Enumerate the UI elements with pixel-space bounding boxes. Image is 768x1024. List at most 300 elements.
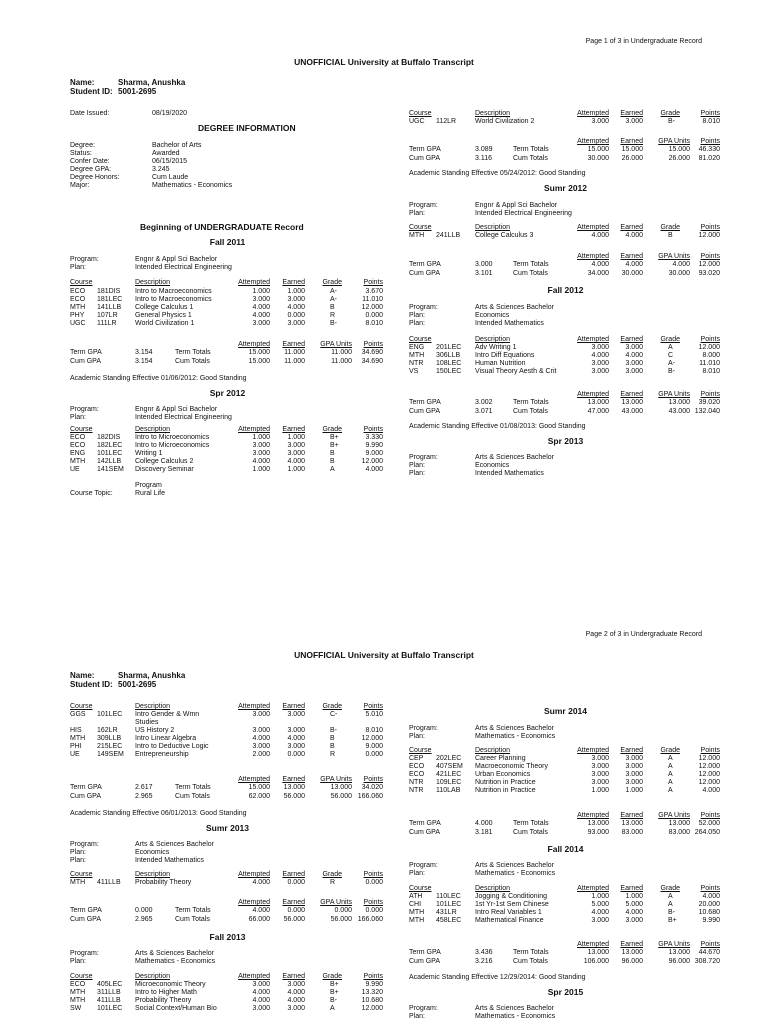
attempted-column-header: Attempted — [238, 426, 270, 433]
program-value: Engnr & Appl Sci Bachelor — [135, 256, 218, 263]
term-attempted: 15.000 — [248, 784, 270, 791]
attempted-column-header: Attempted — [238, 279, 270, 286]
course-number: 201LEC — [436, 344, 462, 351]
course-number: 162LR — [97, 727, 118, 734]
course-description: Adv Writing 1 — [475, 344, 517, 351]
program-value: Arts & Sciences Bachelor — [475, 862, 554, 869]
term_gpa-value: 3.000 — [475, 261, 493, 268]
academic-standing: Academic Standing Effective 01/08/2013: Good Standing — [409, 423, 586, 430]
plan-label: Plan: — [409, 470, 425, 477]
course-points: 8.000 — [702, 352, 720, 359]
student-id: 5001-2695 — [118, 680, 157, 689]
course-earned: 3.000 — [625, 368, 643, 375]
course-number: 109LEC — [436, 779, 462, 786]
course-points: 9.000 — [365, 450, 383, 457]
term-points: 46.330 — [698, 146, 720, 153]
course-description: Microeconomic Theory — [135, 981, 206, 988]
degree-field-value: 06/15/2015 — [152, 158, 188, 165]
degree-field-value: 3.245 — [152, 166, 170, 173]
earned-column-header: Earned — [282, 279, 305, 286]
program-value: Arts & Sciences Bachelor — [475, 304, 554, 311]
course-description: US History 2 — [135, 727, 175, 734]
course-attempted: 4.000 — [252, 458, 270, 465]
page-number: Page 2 of 3 in Undergraduate Record — [585, 631, 702, 638]
course-points: 12.000 — [361, 1005, 383, 1012]
date-issued-value: 08/19/2020 — [152, 110, 188, 117]
course-subject: MTH — [70, 879, 86, 886]
course-earned: 1.000 — [625, 893, 643, 900]
points-column-header: Points — [700, 812, 720, 819]
course-points: 9.000 — [365, 743, 383, 750]
course-subject: ECO — [70, 981, 86, 988]
course-description: Intro Gender & Wmn — [135, 711, 200, 718]
term_totals-label: Term Totals — [513, 261, 549, 268]
course-points: 3.670 — [365, 288, 383, 295]
course-number: 111LR — [97, 320, 117, 327]
course-earned: 3.000 — [287, 1005, 305, 1012]
course-points: 12.000 — [361, 735, 383, 742]
term_gpa-value: 4.000 — [475, 820, 493, 827]
course-points: 11.010 — [699, 360, 720, 367]
cum-gpa-units: 56.000 — [330, 916, 352, 923]
course-points: 9.990 — [365, 442, 383, 449]
term-earned: 13.000 — [283, 784, 305, 791]
attempted-column-header: Attempted — [577, 885, 609, 892]
cum-earned: 56.000 — [283, 793, 305, 800]
earned-column-header: Earned — [282, 973, 305, 980]
course-earned: 4.000 — [287, 304, 305, 311]
cum-gpa-units: 26.000 — [668, 155, 690, 162]
course-description: Mathematical Finance — [475, 917, 544, 924]
course-points: 12.000 — [361, 458, 383, 465]
course-subject: NTR — [409, 360, 424, 367]
course-number: 311LLB — [97, 989, 121, 996]
cum_gpa-value: 3.116 — [475, 155, 492, 162]
cum-earned: 56.000 — [283, 916, 305, 923]
course-earned: 0.000 — [287, 879, 305, 886]
plan-label: Plan: — [70, 958, 86, 965]
course-points: 5.010 — [365, 711, 383, 718]
cum_totals-label: Cum Totals — [175, 916, 210, 923]
description-column-header: Description — [475, 110, 511, 117]
course-points: 13.320 — [361, 989, 383, 996]
course-number: 112LR — [436, 118, 457, 125]
course-attempted: 3.000 — [591, 755, 609, 762]
cum_gpa-label: Cum GPA — [70, 358, 101, 365]
attempted-column-header: Attempted — [238, 776, 270, 783]
student-id-label: Student ID: — [70, 680, 113, 689]
program-label: Program: — [409, 862, 438, 869]
course-grade: A — [668, 901, 673, 908]
course-number: 150LEC — [436, 368, 462, 375]
attempted-column-header: Attempted — [238, 703, 270, 710]
course-description: Intro to Microeconomics — [135, 442, 210, 449]
course-attempted: 3.000 — [252, 727, 270, 734]
attempted-column-header: Attempted — [577, 747, 609, 754]
grade-column-header: Grade — [660, 336, 680, 343]
course-points: 10.680 — [698, 909, 720, 916]
course-earned: 1.000 — [287, 288, 305, 295]
cum_gpa-value: 3.071 — [475, 408, 493, 415]
course-grade: C- — [330, 711, 338, 718]
term-gpa-units: 4.000 — [672, 261, 690, 268]
course-points: 4.000 — [365, 466, 383, 473]
term-earned: 15.000 — [621, 146, 643, 153]
course-earned: 4.000 — [625, 232, 643, 239]
plan-label: Plan: — [70, 264, 86, 271]
course-points: 8.010 — [702, 118, 720, 125]
course-points: 10.680 — [361, 997, 383, 1004]
term-points: 52.000 — [698, 820, 720, 827]
degree-information-title: DEGREE INFORMATION — [198, 123, 296, 133]
cum-points: 132.040 — [694, 408, 720, 415]
course-subject: ECO — [409, 771, 425, 778]
program-label: Program: — [70, 950, 99, 957]
degree-field-label: Major: — [70, 182, 90, 189]
course-description: Probability Theory — [135, 879, 192, 886]
course-points: 12.000 — [698, 771, 720, 778]
earned-column-header: Earned — [282, 871, 305, 878]
course-points: 12.000 — [698, 755, 720, 762]
course-grade: A — [668, 344, 673, 351]
term-title: Spr 2013 — [547, 436, 584, 446]
term-gpa-units: 15.000 — [668, 146, 690, 153]
course-points: 12.000 — [698, 779, 720, 786]
course-description: Probability Theory — [135, 997, 192, 1004]
course-description: Intro to Macroeconomics — [135, 296, 212, 303]
course-earned: 3.000 — [625, 771, 643, 778]
course-number: 309LLB — [97, 735, 122, 742]
course-attempted: 1.000 — [252, 434, 270, 441]
earned-column-header: Earned — [620, 138, 643, 145]
course-attempted: 3.000 — [591, 360, 609, 367]
course-number: 101LEC — [97, 450, 123, 457]
course-description-continued: Studies — [135, 719, 159, 726]
course-description-continued: Program — [135, 482, 162, 489]
date-issued-label: Date Issued: — [70, 110, 110, 117]
course-attempted: 3.000 — [252, 743, 270, 750]
earned-column-header: Earned — [282, 899, 305, 906]
term-gpa-units: 13.000 — [668, 399, 690, 406]
gpa-units-column-header: GPA Units — [658, 391, 690, 398]
course-attempted: 3.000 — [591, 917, 609, 924]
course-subject: MTH — [70, 989, 86, 996]
degree-field-value: Cum Laude — [152, 174, 189, 181]
academic-standing: Academic Standing Effective 01/06/2012: Good Standing — [70, 375, 247, 382]
course-column-header: Course — [409, 885, 432, 892]
term-points: 44.670 — [698, 949, 720, 956]
gpa-units-column-header: GPA Units — [320, 899, 352, 906]
cum-points: 166.060 — [357, 793, 383, 800]
cum-earned: 26.000 — [621, 155, 643, 162]
cum-points: 308.720 — [694, 958, 720, 965]
cum_totals-label: Cum Totals — [513, 829, 548, 836]
course-points: 12.000 — [698, 763, 720, 770]
plan-value: Intended Electrical Engineering — [135, 414, 232, 421]
course-attempted: 3.000 — [252, 320, 270, 327]
attempted-column-header: Attempted — [577, 336, 609, 343]
cum-attempted: 15.000 — [248, 358, 270, 365]
course-earned: 3.000 — [287, 981, 305, 988]
plan-label: Plan: — [409, 733, 425, 740]
grade-column-header: Grade — [322, 279, 342, 286]
course-subject: ECO — [409, 763, 425, 770]
cum_totals-label: Cum Totals — [175, 358, 210, 365]
course-subject: UGC — [70, 320, 86, 327]
course-number: 182LEC — [97, 442, 123, 449]
program-label: Program: — [409, 202, 438, 209]
cum_totals-label: Cum Totals — [175, 793, 210, 800]
cum-attempted: 30.000 — [587, 155, 609, 162]
course-attempted: 3.000 — [591, 368, 609, 375]
course-earned: 3.000 — [625, 917, 643, 924]
course-description: Discovery Seminar — [135, 466, 194, 473]
plan-label: Plan: — [70, 414, 86, 421]
cum-earned: 30.000 — [621, 270, 643, 277]
term-points: 39.020 — [698, 399, 720, 406]
course-earned: 4.000 — [287, 458, 305, 465]
course-grade: B+ — [330, 981, 339, 988]
course-description: Macroeconomic Theory — [475, 763, 549, 770]
course-earned: 3.000 — [625, 755, 643, 762]
course-earned: 4.000 — [625, 352, 643, 359]
course-number: 101LEC — [97, 1005, 123, 1012]
degree-field-value: Awarded — [152, 150, 180, 157]
earned-column-header: Earned — [282, 426, 305, 433]
plan-label: Plan: — [409, 210, 425, 217]
course-points: 8.010 — [702, 368, 720, 375]
cum_totals-label: Cum Totals — [513, 408, 548, 415]
term-points: 34.020 — [361, 784, 383, 791]
course-description: Visual Theory Aesth & Crit — [475, 368, 557, 375]
course-earned: 3.000 — [625, 344, 643, 351]
program-value: Engnr & Appl Sci Bachelor — [135, 406, 218, 413]
gpa-units-column-header: GPA Units — [658, 138, 690, 145]
cum_totals-label: Cum Totals — [513, 270, 548, 277]
course-earned: 0.000 — [287, 312, 305, 319]
grade-column-header: Grade — [322, 871, 342, 878]
course-grade: A- — [330, 296, 337, 303]
term_gpa-label: Term GPA — [70, 907, 102, 914]
student-id: 5001-2695 — [118, 87, 157, 96]
attempted-column-header: Attempted — [577, 138, 609, 145]
course-subject: CEP — [409, 755, 424, 762]
description-column-header: Description — [475, 747, 511, 754]
course-attempted: 1.000 — [252, 288, 270, 295]
program-label: Program: — [409, 1005, 438, 1012]
course-description: Career Planning — [475, 755, 526, 762]
description-column-header: Description — [135, 426, 171, 433]
course-earned: 3.000 — [625, 360, 643, 367]
course-grade: B — [330, 743, 335, 750]
term_totals-label: Term Totals — [175, 784, 211, 791]
course-grade: A — [330, 466, 335, 473]
course-column-header: Course — [409, 224, 432, 231]
points-column-header: Points — [363, 871, 383, 878]
course-earned: 3.000 — [287, 727, 305, 734]
points-column-header: Points — [363, 703, 383, 710]
course-points: 0.000 — [365, 312, 383, 319]
term-title: Fall 2014 — [547, 844, 584, 854]
course-subject: NTR — [409, 787, 424, 794]
course-attempted: 3.000 — [252, 981, 270, 988]
course-attempted: 4.000 — [252, 879, 270, 886]
term_gpa-label: Term GPA — [409, 399, 441, 406]
course-earned: 1.000 — [287, 434, 305, 441]
earned-column-header: Earned — [620, 336, 643, 343]
course-description: Jogging & Conditioning — [475, 893, 547, 900]
course-points: 12.000 — [698, 232, 720, 239]
cum_gpa-label: Cum GPA — [409, 155, 440, 162]
term_gpa-label: Term GPA — [409, 146, 441, 153]
plan-value: Mathematics - Economics — [475, 870, 556, 877]
earned-column-header: Earned — [620, 253, 643, 260]
description-column-header: Description — [135, 703, 171, 710]
term-attempted: 13.000 — [587, 820, 609, 827]
course-subject: PHI — [70, 743, 82, 750]
plan-label: Plan: — [70, 857, 86, 864]
course-grade: A — [668, 771, 673, 778]
points-column-header: Points — [700, 747, 720, 754]
term_gpa-label: Term GPA — [70, 349, 102, 356]
course-subject: CHI — [409, 901, 422, 908]
course-column-header: Course — [70, 973, 93, 980]
course-earned: 3.000 — [625, 763, 643, 770]
cum_gpa-label: Cum GPA — [70, 916, 101, 923]
course-earned: 4.000 — [287, 989, 305, 996]
course-description: Intro Real Variables 1 — [475, 909, 542, 916]
course-grade: B — [330, 304, 335, 311]
degree-field-value: Mathematics - Economics — [152, 182, 233, 189]
points-column-header: Points — [363, 341, 383, 348]
course-number: 107LR — [97, 312, 118, 319]
course-number: 407SEM — [436, 763, 463, 770]
course-description: Social Context/Human Bio — [135, 1005, 217, 1012]
program-label: Program: — [70, 406, 99, 413]
course-grade: A- — [330, 288, 337, 295]
term-title: Fall 2012 — [547, 285, 584, 295]
course-number: 101LEC — [97, 711, 123, 718]
cum_totals-label: Cum Totals — [513, 958, 548, 965]
term_totals-label: Term Totals — [513, 146, 549, 153]
course-attempted: 4.000 — [591, 909, 609, 916]
description-column-header: Description — [475, 885, 511, 892]
course-grade: B+ — [668, 917, 677, 924]
cum_gpa-label: Cum GPA — [409, 958, 440, 965]
term-gpa-units: 0.000 — [334, 907, 352, 914]
course-grade: R — [330, 312, 336, 319]
cum_gpa-label: Cum GPA — [409, 829, 440, 836]
term-attempted: 4.000 — [252, 907, 270, 914]
term_gpa-value: 2.617 — [135, 784, 153, 791]
term-earned: 13.000 — [621, 820, 643, 827]
term_totals-label: Term Totals — [513, 949, 549, 956]
term-earned: 13.000 — [621, 949, 643, 956]
name-label: Name: — [70, 671, 95, 680]
course-attempted: 4.000 — [252, 304, 270, 311]
course-description: Intro to Microeconomics — [135, 434, 210, 441]
course-number: 110LAB — [436, 787, 461, 794]
course-grade: B+ — [330, 442, 339, 449]
cum-points: 34.690 — [361, 358, 383, 365]
cum-gpa-units: 96.000 — [668, 958, 690, 965]
term-gpa-units: 13.000 — [330, 784, 352, 791]
cum-attempted: 34.000 — [587, 270, 609, 277]
term_gpa-value: 3.002 — [475, 399, 493, 406]
course-description: Entrepreneurship — [135, 751, 189, 758]
plan-value: Mathematics - Economics — [135, 958, 216, 965]
description-column-header: Description — [135, 973, 171, 980]
course-description: Nutrition in Practice — [475, 779, 536, 786]
term-earned: 4.000 — [625, 261, 643, 268]
transcript-title: UNOFFICIAL University at Buffalo Transcript — [294, 57, 474, 67]
points-column-header: Points — [363, 899, 383, 906]
plan-label: Plan: — [409, 1013, 425, 1020]
course-grade: B- — [330, 320, 337, 327]
grade-column-header: Grade — [660, 885, 680, 892]
course-grade: B+ — [330, 434, 339, 441]
course-subject: ECO — [70, 288, 86, 295]
term-title: Spr 2012 — [209, 388, 246, 398]
degree-field-value: Bachelor of Arts — [152, 142, 202, 149]
plan-value: Economics — [475, 462, 510, 469]
points-column-header: Points — [363, 776, 383, 783]
course-column-header: Course — [70, 871, 93, 878]
attempted-column-header: Attempted — [238, 341, 270, 348]
points-column-header: Points — [700, 885, 720, 892]
course-description: College Calculus 2 — [135, 458, 194, 465]
course-description: Urban Economics — [475, 771, 531, 778]
term-attempted: 15.000 — [587, 146, 609, 153]
earned-column-header: Earned — [282, 703, 305, 710]
term-earned: 11.000 — [284, 349, 305, 356]
course-subject: ECO — [70, 442, 86, 449]
course-attempted: 3.000 — [591, 763, 609, 770]
term_totals-label: Term Totals — [175, 907, 211, 914]
grade-column-header: Grade — [322, 973, 342, 980]
course-number: 411LLB — [97, 879, 121, 886]
grade-column-header: Grade — [660, 747, 680, 754]
cum_gpa-value: 2.965 — [135, 793, 153, 800]
term-points: 0.000 — [365, 907, 383, 914]
course-description: Intro to Macroeconomics — [135, 288, 212, 295]
course-points: 11.010 — [362, 296, 383, 303]
term_gpa-value: 3.154 — [135, 349, 153, 356]
course-earned: 3.000 — [287, 711, 305, 718]
course-grade: R — [330, 879, 336, 886]
term-attempted: 13.000 — [587, 949, 609, 956]
course-grade: B- — [330, 997, 337, 1004]
course-grade: A — [668, 763, 673, 770]
earned-column-header: Earned — [282, 776, 305, 783]
course-attempted: 1.000 — [591, 893, 609, 900]
earned-column-header: Earned — [620, 941, 643, 948]
course-description: World Civilization 1 — [135, 320, 195, 327]
course-topic-label: Course Topic: — [70, 490, 113, 497]
attempted-column-header: Attempted — [577, 812, 609, 819]
cum-gpa-units: 11.000 — [331, 358, 352, 365]
cum-points: 166.060 — [357, 916, 383, 923]
course-number: 421LEC — [436, 771, 462, 778]
academic-standing: Academic Standing Effective 12/29/2014: Good Standing — [409, 974, 586, 981]
cum-earned: 96.000 — [621, 958, 643, 965]
program-value: Arts & Sciences Bachelor — [475, 725, 554, 732]
course-earned: 5.000 — [625, 901, 643, 908]
course-grade: B- — [668, 118, 675, 125]
course-points: 3.330 — [365, 434, 383, 441]
term-gpa-units: 11.000 — [331, 349, 352, 356]
cum_totals-label: Cum Totals — [513, 155, 548, 162]
